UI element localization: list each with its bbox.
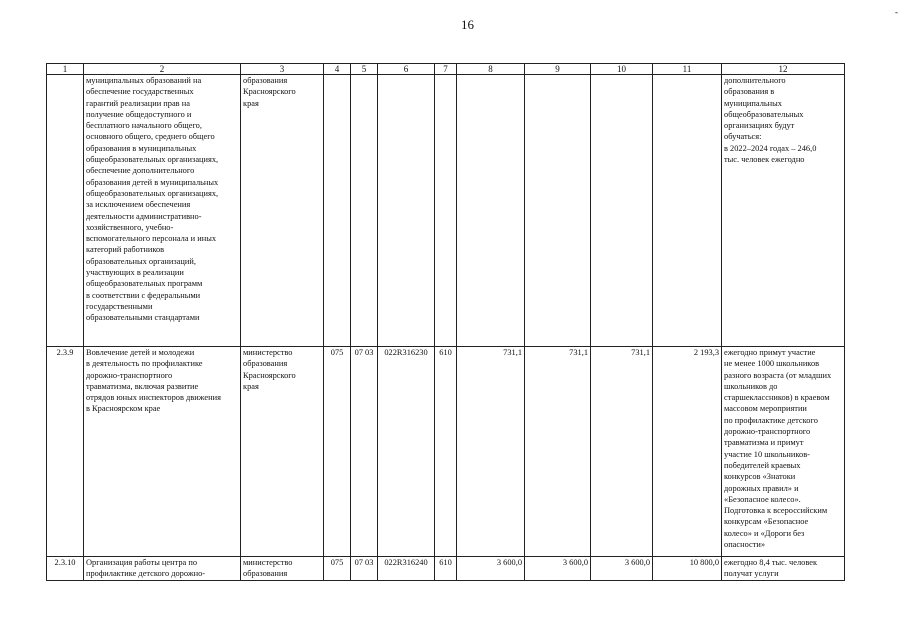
column-number: 5 — [351, 64, 378, 75]
target-article-code: 022R316230 — [378, 347, 435, 557]
amount-year-2: 3 600,0 — [525, 557, 591, 581]
grbs-code: 075 — [324, 557, 351, 581]
expense-type-code — [435, 75, 457, 347]
amount-total: 10 800,0 — [653, 557, 722, 581]
executor: образования Красноярского края — [241, 75, 324, 347]
expected-result: ежегодно 8,4 тыс. человек получат услуги — [722, 557, 845, 581]
amount-total — [653, 75, 722, 347]
expense-type-code: 610 — [435, 557, 457, 581]
target-article-code — [378, 75, 435, 347]
grbs-code: 075 — [324, 347, 351, 557]
measure-name: муниципальных образований на обеспечение государственных гарантий реализации прав на получение общедоступного и бесплатного начального общего, основного общего, среднего общего образования в муниципальных общеобразовательных организациях, обеспечение дополнительного образования детей в муниципальных общеобразовательных организациях, за исключением обеспечения деятельности административно- хозяйственного, учебно- вспомогательного персонала и иных категорий работников образовательных организаций, участвующих в реализации общеобразовательных программ в соответствии с федеральными государственными образовательными стандартами — [84, 75, 241, 347]
column-number-row — [47, 64, 845, 75]
section-code: 07 03 — [351, 347, 378, 557]
amount-year-3: 3 600,0 — [591, 557, 653, 581]
table-row — [47, 75, 845, 347]
target-article-code: 022R316240 — [378, 557, 435, 581]
section-code — [351, 75, 378, 347]
column-number: 3 — [241, 64, 324, 75]
item-number — [47, 75, 84, 347]
item-number: 2.3.10 — [47, 557, 84, 581]
table-row — [47, 557, 845, 581]
measure-name: Организация работы центра по профилактике детского дорожно- — [84, 557, 241, 581]
amount-year-1: 3 600,0 — [457, 557, 525, 581]
amount-year-3: 731,1 — [591, 347, 653, 557]
amount-year-1: 731,1 — [457, 347, 525, 557]
expected-result: дополнительного образования в муниципальных общеобразовательных организациях будут обучаться: в 2022–2024 годах – 246,0 тыс. человек ежегодно — [722, 75, 845, 347]
column-number: 8 — [457, 64, 525, 75]
executor: министерство образования — [241, 557, 324, 581]
table-row — [47, 347, 845, 557]
amount-total: 2 193,3 — [653, 347, 722, 557]
amount-year-2: 731,1 — [525, 347, 591, 557]
column-number: 11 — [653, 64, 722, 75]
corner-mark: - — [895, 7, 898, 17]
column-number: 9 — [525, 64, 591, 75]
column-number: 12 — [722, 64, 845, 75]
executor: министерство образования Красноярского края — [241, 347, 324, 557]
measure-name: Вовлечение детей и молодежи в деятельность по профилактике дорожно-транспортного травматизма, включая развитие отрядов юных инспекторов движения в Красноярском крае — [84, 347, 241, 557]
page-number: 16 — [461, 17, 474, 32]
budget-table — [46, 63, 845, 581]
column-number: 10 — [591, 64, 653, 75]
expected-result: ежегодно примут участие не менее 1000 школьников разного возраста (от младших школьников до старшеклассников) в краевом массовом мероприятии по профилактике детского дорожно-транспортного травматизма и примут участие 10 школьников- победителей краевых конкурсов «Знатоки дорожных правил» и «Безопасное колесо». Подготовка к всероссийским конкурсам «Безопасное колесо» и «Дороги без опасности» — [722, 347, 845, 557]
column-number: 7 — [435, 64, 457, 75]
column-number: 2 — [84, 64, 241, 75]
grbs-code — [324, 75, 351, 347]
column-number: 1 — [47, 64, 84, 75]
item-number: 2.3.9 — [47, 347, 84, 557]
section-code: 07 03 — [351, 557, 378, 581]
column-number: 6 — [378, 64, 435, 75]
amount-year-2 — [525, 75, 591, 347]
amount-year-3 — [591, 75, 653, 347]
amount-year-1 — [457, 75, 525, 347]
column-number: 4 — [324, 64, 351, 75]
expense-type-code: 610 — [435, 347, 457, 557]
